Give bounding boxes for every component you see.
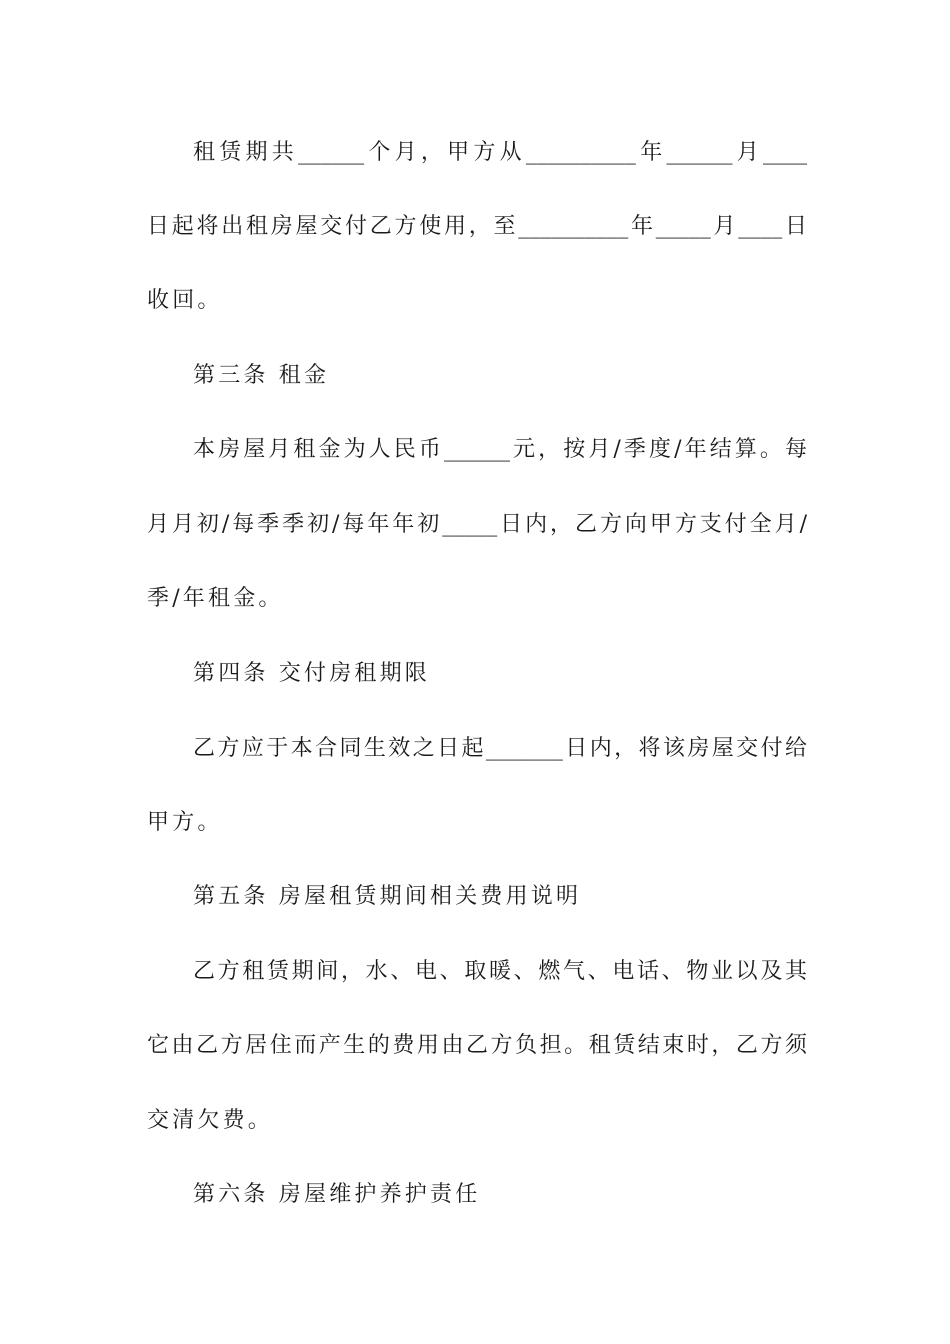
article-5-heading: 第五条 房屋租赁期间相关费用说明 <box>193 884 582 909</box>
paragraph-rent-line-3: 季/年租金。 <box>147 586 284 611</box>
paragraph-delivery-line-1: 乙方应于本合同生效之日起_______日内，将该房屋交付给 <box>193 736 807 761</box>
paragraph-lease-term-line-3: 收回。 <box>147 288 223 313</box>
paragraph-lease-term-line-1: 租赁期共______个月，甲方从__________年______月____ <box>193 140 807 165</box>
paragraph-delivery-line-2: 甲方。 <box>147 810 223 835</box>
paragraph-rent-line-2: 月月初/每季季初/每年年初_____日内，乙方向甲方支付全月/ <box>147 512 807 537</box>
paragraph-fees-line-2: 它由乙方居住而产生的费用由乙方负担。租赁结束时，乙方须 <box>147 1033 807 1058</box>
paragraph-fees-line-1: 乙方租赁期间，水、电、取暖、燃气、电话、物业以及其 <box>193 959 807 984</box>
article-3-heading: 第三条 租金 <box>193 363 330 388</box>
paragraph-lease-term-line-2: 日起将出租房屋交付乙方使用，至__________年_____月____日 <box>147 214 807 239</box>
article-6-heading: 第六条 房屋维护养护责任 <box>193 1182 481 1207</box>
paragraph-rent-line-1: 本房屋月租金为人民币______元，按月/季度/年结算。每 <box>193 437 807 462</box>
paragraph-fees-line-3: 交清欠费。 <box>147 1108 274 1133</box>
article-4-heading: 第四条 交付房租期限 <box>193 661 430 686</box>
